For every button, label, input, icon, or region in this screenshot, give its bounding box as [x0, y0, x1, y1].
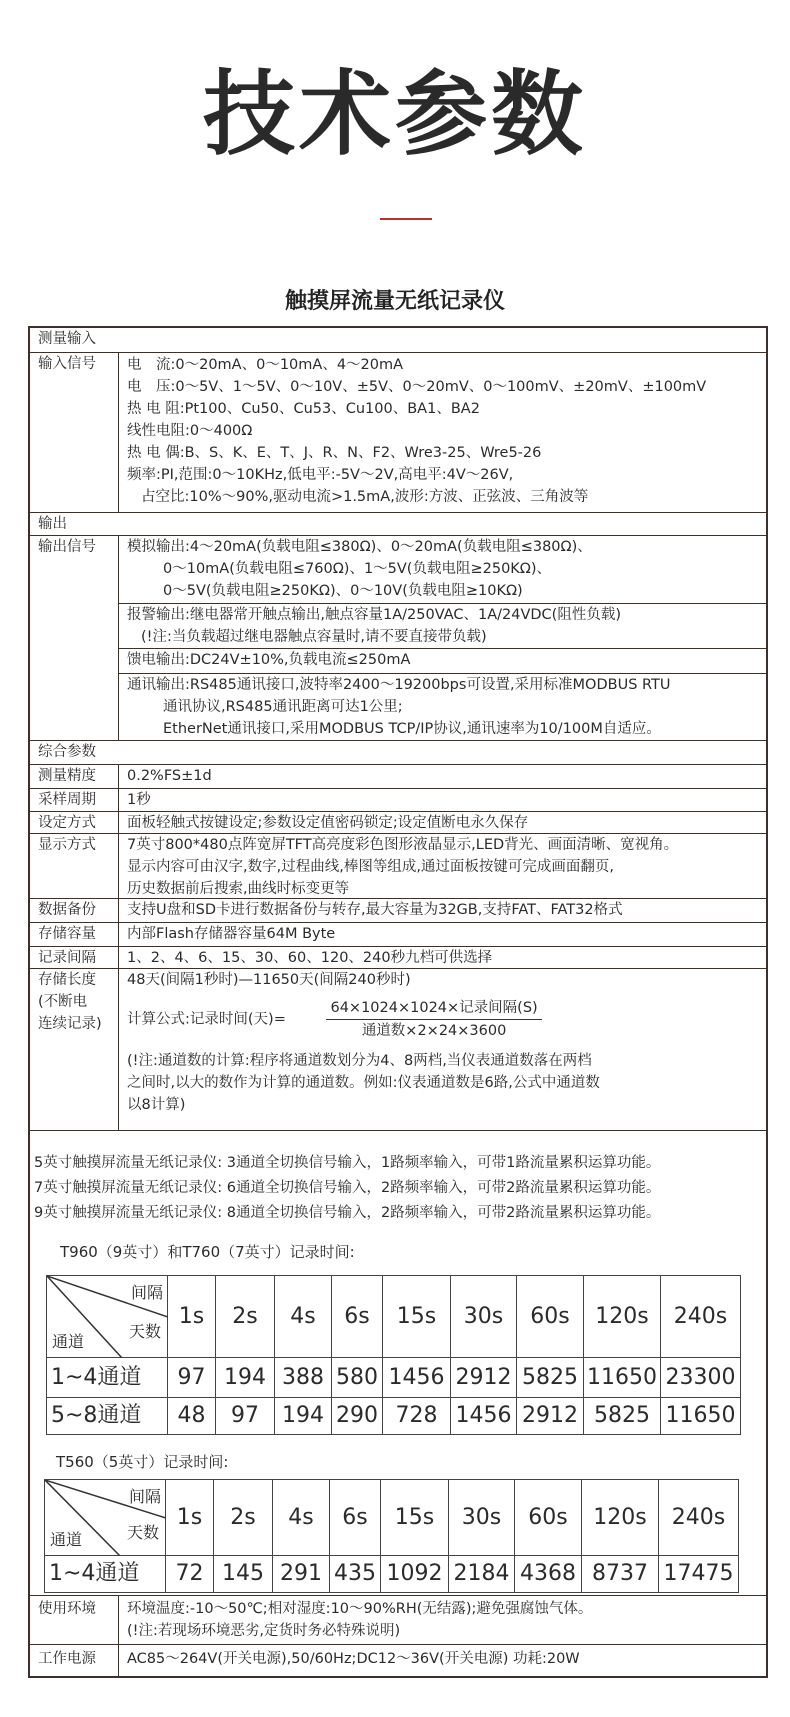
days-value: 23300 [661, 1358, 741, 1398]
corner-days-label: 天数 [126, 1522, 159, 1542]
formula-fraction [326, 997, 541, 1042]
table-row [45, 1556, 739, 1593]
corner-header-cell [45, 1480, 166, 1556]
row-label: 测量精度 [30, 765, 119, 788]
row-label: 输入信号 [30, 353, 119, 512]
row-value [119, 834, 766, 898]
days-value: 2912 [517, 1398, 584, 1435]
days-value: 4368 [515, 1556, 582, 1593]
row-sampling [30, 788, 766, 811]
record-time-table-t560 [44, 1479, 739, 1593]
corner-channel-label: 通道 [50, 1530, 83, 1549]
feed-output: 馈电输出:DC24V±10%,负载电流≤250mA [119, 648, 766, 673]
line: 电 压:0～5V、1～5V、0～10V、±5V、0～20mV、0～100mV、±20mV、±100mV [127, 379, 707, 395]
days-value: 728 [383, 1398, 451, 1435]
line: 热 电 偶:B、S、K、E、T、J、R、N、F2、Wre3-25、Wre5-26 [127, 445, 542, 461]
corner-header-cell [47, 1276, 168, 1358]
days-value: 11650 [661, 1398, 741, 1435]
formula [127, 997, 766, 1042]
storage-range: 48天(间隔1秒时)—11650天(间隔240秒时) [127, 972, 411, 988]
row-value: 0.2%FS±1d [127, 768, 212, 784]
table-row [47, 1398, 741, 1435]
row-input-signal [30, 352, 766, 512]
row-display [30, 833, 766, 898]
line: 7英寸800*480点阵宽屏TFT高亮度彩色图形液晶显示,LED背光、画面清晰、宽视角。 [127, 837, 679, 853]
row-setting [30, 811, 766, 833]
days-value: 5825 [584, 1398, 661, 1435]
line: 报警输出:继电器常开触点输出,触点容量1A/250VAC、1A/24VDC(阻性负载) [127, 607, 621, 623]
analog-output [119, 536, 766, 603]
line: (!注:若现场环境恶劣,定货时务必特殊说明) [127, 1623, 401, 1639]
row-label: 存储容量 [30, 923, 119, 946]
row-interval [30, 946, 766, 968]
comm-output [119, 673, 766, 740]
line: EtherNet通讯接口,采用MODBUS TCP/IP协议,通讯速率为10/100M自适应。 [163, 721, 661, 737]
days-value: 1456 [451, 1398, 517, 1435]
days-value: 435 [330, 1556, 381, 1593]
interval-header: 15s [381, 1480, 449, 1556]
interval-header: 240s [659, 1480, 739, 1556]
days-value: 291 [273, 1556, 330, 1593]
section-measure-input: 测量输入 [38, 331, 96, 347]
page-title: 技术参数 [202, 61, 587, 168]
interval-header: 4s [273, 1480, 330, 1556]
row-backup [30, 898, 766, 922]
alarm-output [119, 603, 766, 648]
storage-note [127, 1050, 766, 1116]
days-value: 8737 [582, 1556, 659, 1593]
table1-caption: T960（9英寸）和T760（7英寸）记录时间: [60, 1243, 355, 1261]
line: 线性电阻:0～400Ω [127, 423, 253, 439]
row-label [30, 969, 119, 1130]
line: 模拟输出:4～20mA(负载电阻≤380Ω)、0～20mA(负载电阻≤380Ω)、 [127, 539, 592, 555]
channel-label: 1~4通道 [45, 1556, 166, 1593]
days-value: 580 [332, 1358, 383, 1398]
row-value: AC85～264V(开关电源),50/60Hz;DC12～36V(开关电源) 功耗:20W [127, 1651, 580, 1667]
days-value: 72 [166, 1556, 214, 1593]
interval-header: 30s [451, 1276, 517, 1358]
model-item: 9英寸触摸屏流量无纸记录仪: 8通道全切换信号输入，2路频率输入，可带2路流量累积运算功能。 [34, 1205, 661, 1221]
line: 连续记录) [38, 1016, 102, 1032]
line: 电 流:0～20mA、0～10mA、4～20mA [127, 357, 404, 373]
model-list [34, 1151, 660, 1226]
interval-header: 2s [216, 1276, 275, 1358]
row-label: 显示方式 [30, 834, 119, 898]
line: 热 电 阻:Pt100、Cu50、Cu53、Cu100、BA1、BA2 [127, 401, 480, 417]
row-value: 1秒 [127, 792, 151, 808]
days-value: 2184 [449, 1556, 515, 1593]
row-label: 设定方式 [30, 812, 119, 833]
interval-header: 2s [214, 1480, 273, 1556]
corner-interval-label: 间隔 [128, 1487, 161, 1506]
days-value: 145 [214, 1556, 273, 1593]
row-value [119, 969, 766, 1130]
title-divider [380, 218, 432, 220]
days-value: 17475 [659, 1556, 739, 1593]
line: 0～10mA(负载电阻≤760Ω)、1～5V(负载电阻≥250KΩ)、 [163, 561, 552, 577]
line: 之间时,以大的数作为计算的通道数。例如:仪表通道数是6路,公式中通道数 [127, 1075, 600, 1091]
corner-days-label: 天数 [128, 1322, 161, 1342]
line: 通讯协议,RS485通讯距离可达1公里; [163, 699, 403, 715]
days-value: 194 [216, 1358, 275, 1398]
section-general: 综合参数 [30, 740, 766, 764]
row-value [119, 1596, 766, 1644]
row-value: 1、2、4、6、15、30、60、120、240秒九档可供选择 [127, 950, 493, 966]
row-value [119, 353, 766, 512]
row-value [119, 536, 766, 740]
days-value: 290 [332, 1398, 383, 1435]
interval-header: 30s [449, 1480, 515, 1556]
row-label: 记录间隔 [30, 947, 119, 968]
models-and-record-time [30, 1130, 766, 1595]
denominator: 通道数×2×24×3600 [361, 1023, 507, 1039]
line: (不断电 [38, 994, 88, 1010]
interval-header: 15s [383, 1276, 451, 1358]
row-label: 数据备份 [30, 899, 119, 922]
record-time-table-t960-t760 [46, 1275, 741, 1435]
row-label: 使用环境 [30, 1596, 119, 1644]
corner-channel-label: 通道 [52, 1332, 85, 1351]
days-value: 388 [275, 1358, 332, 1398]
interval-header: 6s [332, 1276, 383, 1358]
line: 历史数据前后搜索,曲线时标变更等 [127, 881, 350, 897]
row-label: 采样周期 [30, 789, 119, 811]
interval-header: 60s [515, 1480, 582, 1556]
line: 占空比:10%～90%,驱动电流>1.5mA,波形:方波、正弦波、三角波等 [141, 489, 589, 505]
section-output: 输出 [30, 512, 766, 535]
interval-header: 4s [275, 1276, 332, 1358]
days-value: 2912 [451, 1358, 517, 1398]
line: 以8计算) [127, 1097, 186, 1113]
days-value: 194 [275, 1398, 332, 1435]
row-value: 面板轻触式按键设定;参数设定值密码锁定;设定值断电永久保存 [127, 815, 529, 831]
corner-interval-label: 间隔 [130, 1283, 163, 1302]
days-value: 5825 [517, 1358, 584, 1398]
days-value: 1092 [381, 1556, 449, 1593]
interval-header: 120s [584, 1276, 661, 1358]
row-storage-length [30, 968, 766, 1130]
product-title: 触摸屏流量无纸记录仪 [284, 289, 505, 314]
line: 存储长度 [38, 972, 96, 988]
days-value: 11650 [584, 1358, 661, 1398]
interval-header: 1s [168, 1276, 216, 1358]
line: 环境温度:-10～50℃;相对湿度:10～90%RH(无结露);避免强腐蚀气体。 [127, 1601, 593, 1617]
row-accuracy [30, 764, 766, 788]
line: (!注:通道数的计算:程序将通道数划分为4、8两档,当仪表通道数落在两档 [127, 1053, 592, 1069]
line: 通讯输出:RS485通讯接口,波特率2400～19200bps可设置,采用标准MODBUS RTU [127, 677, 671, 693]
line: 0～5V(负载电阻≥250KΩ)、0～10V(负载电阻≥10KΩ) [163, 583, 523, 599]
channel-label: 1~4通道 [47, 1358, 168, 1398]
table-row [47, 1358, 741, 1398]
spec-table [28, 326, 768, 1678]
row-value: 支持U盘和SD卡进行数据备份与转存,最大容量为32GB,支持FAT、FAT32格式 [127, 902, 623, 918]
row-label: 工作电源 [30, 1645, 119, 1676]
channel-label: 5~8通道 [47, 1398, 168, 1435]
days-value: 1456 [383, 1358, 451, 1398]
days-value: 48 [168, 1398, 216, 1435]
days-value: 97 [168, 1358, 216, 1398]
row-label: 输出信号 [30, 536, 119, 740]
line: 频率:PI,范围:0～10KHz,低电平:-5V～2V,高电平:4V～26V, [127, 467, 514, 483]
interval-header: 1s [166, 1480, 214, 1556]
row-capacity [30, 922, 766, 946]
row-value: 内部Flash存储器容量64M Byte [127, 926, 336, 942]
numerator: 64×1024×1024×记录间隔(S) [326, 997, 541, 1020]
line: 显示内容可由汉字,数字,过程曲线,棒图等组成,通过面板按键可完成画面翻页, [127, 859, 615, 875]
interval-header: 120s [582, 1480, 659, 1556]
line: (!注:当负载超过继电器触点容量时,请不要直接带负载) [141, 629, 487, 645]
days-value: 97 [216, 1398, 275, 1435]
table2-caption: T560（5英寸）记录时间: [56, 1453, 229, 1471]
model-item: 7英寸触摸屏流量无纸记录仪: 6通道全切换信号输入，2路频率输入，可带2路流量累积运算功能。 [34, 1180, 661, 1196]
row-power [30, 1644, 766, 1676]
interval-header: 240s [661, 1276, 741, 1358]
row-environment [30, 1595, 766, 1644]
model-item: 5英寸触摸屏流量无纸记录仪: 3通道全切换信号输入，1路频率输入，可带1路流量累积运算功能。 [34, 1155, 661, 1171]
interval-header: 60s [517, 1276, 584, 1358]
interval-header: 6s [330, 1480, 381, 1556]
formula-label: 计算公式:记录时间(天)= [127, 1011, 286, 1028]
row-output-signal [30, 535, 766, 740]
